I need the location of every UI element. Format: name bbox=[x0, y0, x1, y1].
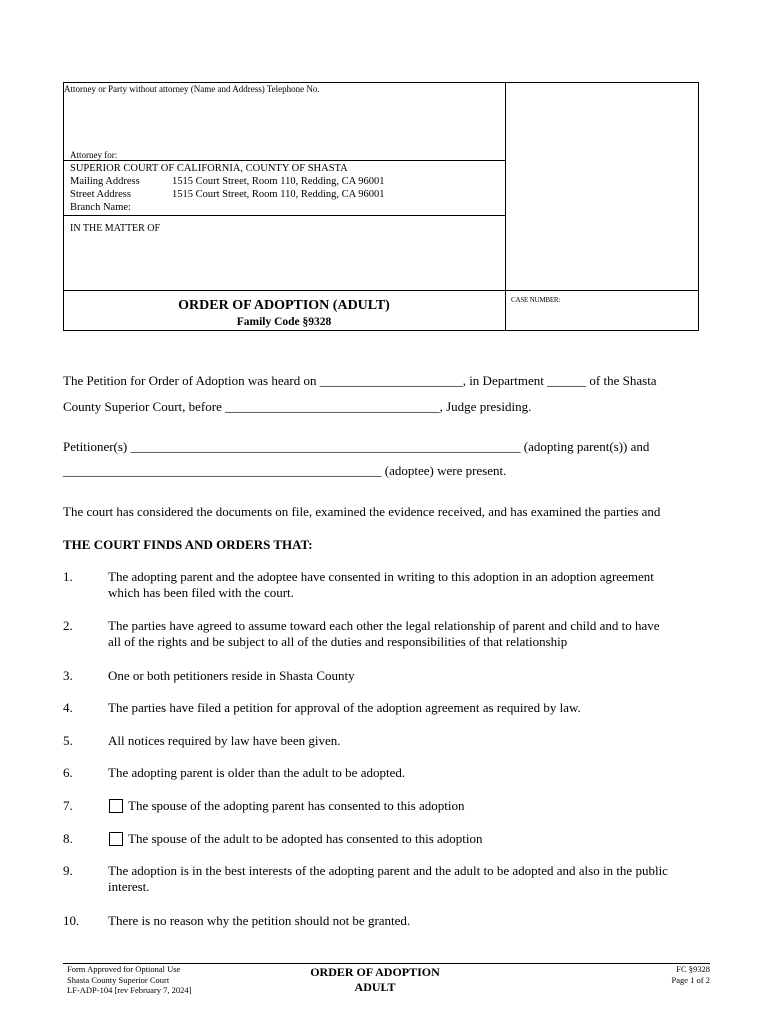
finding-item-6 bbox=[63, 765, 713, 797]
finding-text: All notices required by law have been given. bbox=[108, 733, 341, 748]
attorney-cell-divider bbox=[63, 160, 505, 161]
finding-number: 8. bbox=[63, 831, 73, 846]
finding-item-8 bbox=[63, 831, 713, 863]
finding-number: 2. bbox=[63, 618, 73, 633]
footer-form-approval: Form Approved for Optional Use bbox=[67, 964, 181, 974]
considered-statement: The court has considered the documents on file, examined the evidence received, and has examined the parties and bbox=[63, 504, 661, 519]
finding-text: which has been filed with the court. bbox=[108, 585, 294, 600]
footer-page-number: Page 1 of 2 bbox=[671, 975, 710, 985]
finding-item-10 bbox=[63, 913, 713, 945]
finding-item-2 bbox=[63, 618, 713, 650]
caption-table bbox=[63, 82, 699, 331]
court-name: SUPERIOR COURT OF CALIFORNIA, COUNTY OF SHASTA bbox=[70, 163, 348, 174]
finding-text: interest. bbox=[108, 879, 150, 894]
finding-number: 1. bbox=[63, 569, 73, 584]
findings-heading: THE COURT FINDS AND ORDERS THAT: bbox=[63, 537, 313, 552]
matter-label: IN THE MATTER OF bbox=[70, 223, 161, 234]
footer-subtitle: ADULT bbox=[354, 980, 396, 994]
attorney-label: Attorney or Party without attorney (Name and Address) Telephone No. bbox=[64, 84, 320, 94]
mailing-address: 1515 Court Street, Room 110, Redding, CA 96001 bbox=[172, 176, 385, 187]
finding-text: The adopting parent and the adoptee have consented in writing to this adoption in an adoption agreement bbox=[108, 569, 654, 584]
court-cell-divider bbox=[63, 215, 505, 216]
form-title: ORDER OF ADOPTION (ADULT) bbox=[178, 298, 390, 313]
finding-number: 5. bbox=[63, 733, 73, 748]
finding-number: 9. bbox=[63, 863, 73, 878]
finding-item-9 bbox=[63, 863, 713, 895]
finding-item-5 bbox=[63, 733, 713, 765]
finding-item-4 bbox=[63, 700, 713, 732]
hearing-line: The Petition for Order of Adoption was heard on ______________________, in Department ______ of the Shasta bbox=[63, 373, 657, 388]
title-row-divider bbox=[63, 290, 699, 291]
finding-number: 6. bbox=[63, 765, 73, 780]
branch-name-label: Branch Name: bbox=[70, 202, 131, 213]
spouse-of-adoptee-consent-checkbox[interactable] bbox=[109, 832, 123, 846]
street-address: 1515 Court Street, Room 110, Redding, CA 96001 bbox=[172, 189, 385, 200]
finding-number: 4. bbox=[63, 700, 73, 715]
finding-number: 7. bbox=[63, 798, 73, 813]
attorney-for-label: Attorney for: bbox=[70, 150, 118, 160]
presence-line: _________________________________________________ (adoptee) were present. bbox=[63, 463, 507, 478]
presence-line: Petitioner(s) ____________________________________________________________ (adopting parent(s)) and bbox=[63, 439, 650, 454]
finding-item-7 bbox=[63, 798, 713, 830]
street-address-label: Street Address bbox=[70, 189, 131, 200]
finding-text: The spouse of the adult to be adopted has consented to this adoption bbox=[128, 831, 483, 846]
footer-court-name: Shasta County Superior Court bbox=[67, 975, 170, 985]
footer-title: ORDER OF ADOPTION bbox=[310, 965, 440, 979]
caption-column-divider bbox=[505, 82, 506, 330]
finding-text: The spouse of the adopting parent has consented to this adoption bbox=[128, 798, 465, 813]
finding-text: The parties have filed a petition for approval of the adoption agreement as required by law. bbox=[108, 700, 581, 715]
finding-number: 10. bbox=[63, 913, 80, 928]
form-authority: Family Code §9328 bbox=[236, 316, 332, 328]
finding-text: One or both petitioners reside in Shasta County bbox=[108, 668, 355, 683]
finding-item-1 bbox=[63, 569, 713, 601]
finding-text: all of the rights and be subject to all of the duties and responsibilities of that relationship bbox=[108, 634, 568, 649]
finding-text: The parties have agreed to assume toward each other the legal relationship of parent and child and to have bbox=[108, 618, 660, 633]
finding-text: The adoption is in the best interests of the adopting parent and the adult to be adopted and also in the public bbox=[108, 863, 668, 878]
finding-text: The adopting parent is older than the adult to be adopted. bbox=[108, 765, 406, 780]
finding-number: 3. bbox=[63, 668, 73, 683]
mailing-address-label: Mailing Address bbox=[70, 176, 140, 187]
footer-code-reference: FC §9328 bbox=[676, 964, 710, 974]
finding-text: There is no reason why the petition should not be granted. bbox=[108, 913, 411, 928]
footer-form-number: LF-ADP-104 [rev February 7, 2024] bbox=[67, 985, 192, 995]
hearing-line: County Superior Court, before _________________________________, Judge presiding. bbox=[63, 399, 532, 414]
case-number-label: CASE NUMBER: bbox=[511, 296, 561, 304]
spouse-of-adopting-parent-consent-checkbox[interactable] bbox=[109, 799, 123, 813]
finding-item-3 bbox=[63, 668, 713, 700]
